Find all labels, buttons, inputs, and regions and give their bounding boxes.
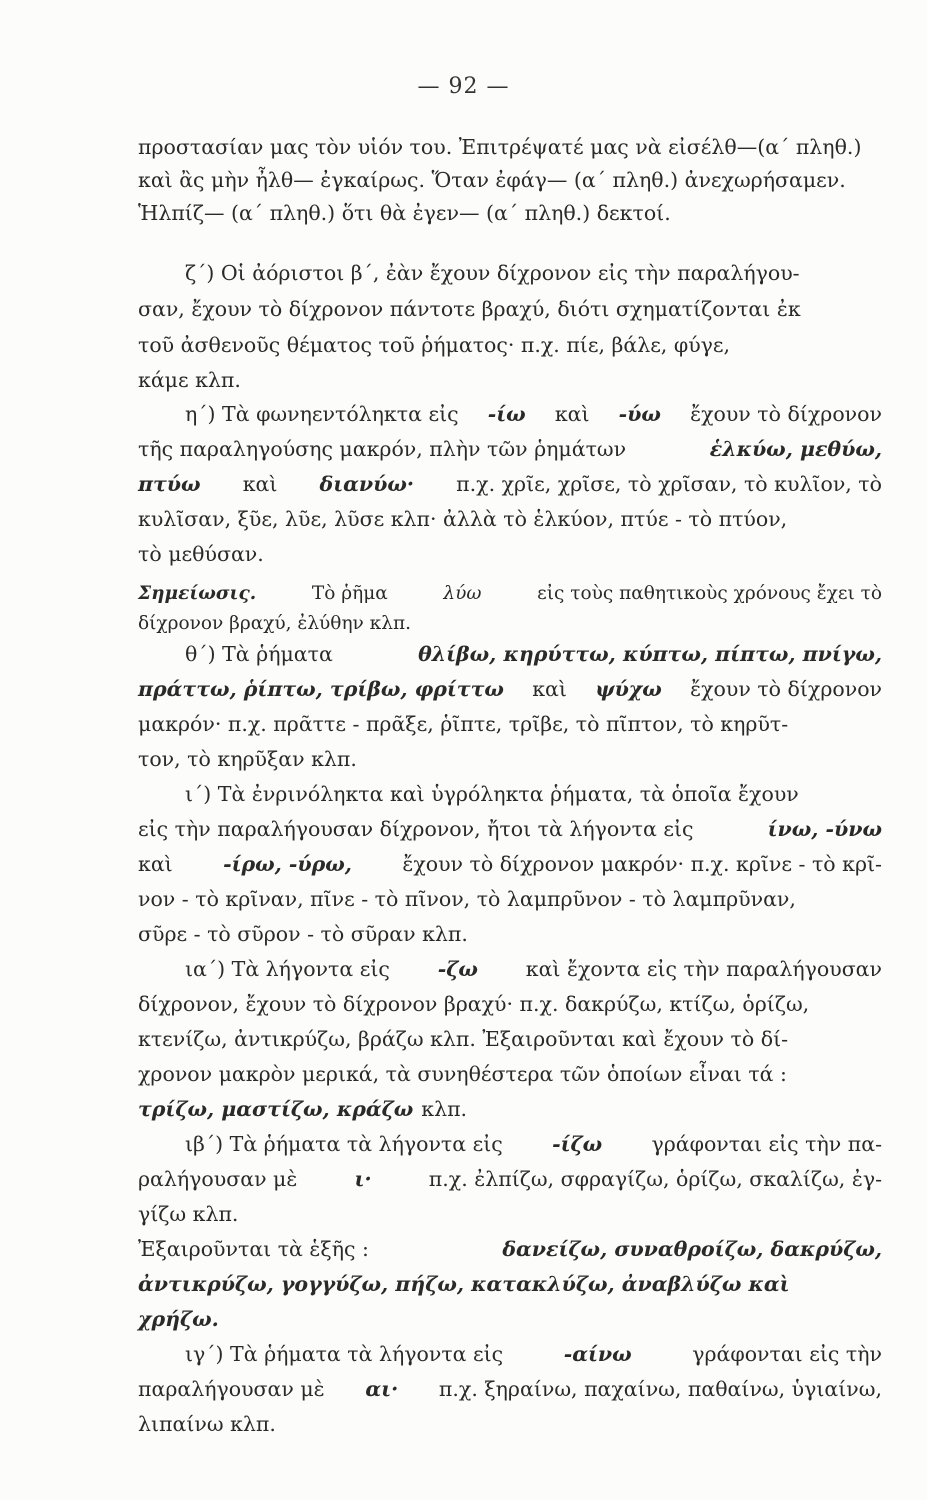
text-line: εἰς τὴν παραλήγουσαν δίχρονον, ἤτοι τὰ λήγοντα εἰς ίνω, -ύνω xyxy=(138,817,882,841)
text-line: προστασίαν μας τὸν υἱόν του. Ἐπιτρέψατέ μας νὰ εἰσέλθ—(α΄ πληθ.) xyxy=(138,135,862,159)
text-line: χρονον μακρὸν μερικά, τὰ συνηθέστερα τῶν ὁποίων εἶναι τά : xyxy=(138,1062,787,1086)
text-line: ραλήγουσαν μὲ ι· π.χ. ἐλπίζω, σφραγίζω, ὁρίζω, σκαλίζω, ἐγ- xyxy=(138,1167,882,1191)
page-number: — 92 — xyxy=(417,74,510,99)
text-line: χρήζω. xyxy=(138,1307,219,1331)
text-line: τοῦ ἀσθενοῦς θέματος τοῦ ῥήματος· π.χ. πίε, βάλε, φύγε, xyxy=(138,333,731,357)
text-line: τρίζω, μαστίζω, κράζω κλπ. xyxy=(138,1097,468,1121)
paragraph-eta-line: η΄) Τὰ φωνηεντόληκτα εἰς -ίω καὶ -ύω ἔχουν τὸ δίχρονον xyxy=(185,402,882,426)
text-line: δίχρονον, ἔχουν τὸ δίχρονον βραχύ· π.χ. δακρύζω, κτίζω, ὁρίζω, xyxy=(138,992,810,1016)
text-line: ἀντικρύζω, γογγύζω, πήζω, κατακλύζω, ἀναβλύζω καὶ xyxy=(138,1272,790,1296)
text-line: νον - τὸ κρῖναν, πῖνε - τὸ πῖνον, τὸ λαμπρῦνον - τὸ λαμπρῦναν, xyxy=(138,887,796,911)
text-line: γίζω κλπ. xyxy=(138,1202,239,1226)
text-line: καὶ -ίρω, -ύρω, ἔχουν τὸ δίχρονον μακρόν· π.χ. κρῖνε - τὸ κρῖ- xyxy=(138,852,882,876)
text-line: Ἡλπίζ— (α΄ πληθ.) ὅτι θὰ ἐγεν— (α΄ πληθ.) δεκτοί. xyxy=(138,201,671,225)
note-line: δίχρονον βραχύ, ἐλύθην κλπ. xyxy=(138,613,411,634)
text-line: τὸ μεθύσαν. xyxy=(138,542,264,566)
text-line: κτενίζω, ἀντικρύζω, βράζω κλπ. Ἐξαιροῦνται καὶ ἔχουν τὸ δί- xyxy=(138,1027,789,1051)
paragraph-iota-line: ι΄) Τὰ ἐνρινόληκτα καὶ ὑγρόληκτα ῥήματα, τὰ ὁποῖα ἔχουν xyxy=(185,782,799,806)
text-line: σαν, ἔχουν τὸ δίχρονον πάντοτε βραχύ, διότι σχηματίζονται ἐκ xyxy=(138,297,801,321)
paragraph-theta-line: θ΄) Τὰ ῥήματα θλίβω, κηρύττω, κύπτω, πίπτω, πνίγω, xyxy=(185,642,882,666)
paragraph-ig-line: ιγ΄) Τὰ ῥήματα τὰ λήγοντα εἰς -αίνω γράφονται εἰς τὴν xyxy=(185,1342,882,1366)
text-line: Ἐξαιροῦνται τὰ ἑξῆς : δανείζω, συναθροίζω, δακρύζω, xyxy=(138,1237,882,1261)
paragraph-zeta-line: ζ΄) Οἱ ἀόριστοι β΄, ἐὰν ἔχουν δίχρονον εἰς τὴν παραλήγου- xyxy=(185,261,800,285)
text-line: σῦρε - τὸ σῦρον - τὸ σῦραν κλπ. xyxy=(138,922,468,946)
text-line: λιπαίνω κλπ. xyxy=(138,1412,276,1436)
text-line: τον, τὸ κηρῦξαν κλπ. xyxy=(138,747,357,771)
note-line: Σημείωσις. Τὸ ῥῆμα λύω εἰς τοὺς παθητικοὺς χρόνους ἔχει τὸ xyxy=(138,583,882,604)
paragraph-ia-line: ια΄) Τὰ λήγοντα εἰς -ζω καὶ ἔχοντα εἰς τὴν παραλήγουσαν xyxy=(185,957,882,981)
text-line: καὶ ἂς μὴν ἦλθ— ἐγκαίρως. Ὅταν ἐφάγ— (α΄ πληθ.) ἀνεχωρήσαμεν. xyxy=(138,168,846,192)
text-line: μακρόν· π.χ. πρᾶττε - πρᾶξε, ῥῖπτε, τρῖβε, τὸ πῖπτον, τὸ κηρῦτ- xyxy=(138,712,789,736)
text-line: πτύω καὶ διανύω· π.χ. χρῖε, χρῖσε, τὸ χρῖσαν, τὸ κυλῖον, τὸ xyxy=(138,472,882,496)
text-line: κυλῖσαν, ξῦε, λῦε, λῦσε κλπ· ἀλλὰ τὸ ἑλκύον, πτύε - τὸ πτύον, xyxy=(138,507,788,531)
text-line: πράττω, ῥίπτω, τρίβω, φρίττω καὶ ψύχω ἔχουν τὸ δίχρονον xyxy=(138,677,882,701)
text-line: τῆς παραληγούσης μακρόν, πλὴν τῶν ῥημάτων ἑλκύω, μεθύω, xyxy=(138,437,882,461)
paragraph-ib-line: ιβ΄) Τὰ ῥήματα τὰ λήγοντα εἰς -ίζω γράφονται εἰς τὴν πα- xyxy=(185,1132,882,1156)
text-line: παραλήγουσαν μὲ αι· π.χ. ξηραίνω, παχαίνω, παθαίνω, ὑγιαίνω, xyxy=(138,1377,882,1401)
text-line: κάμε κλπ. xyxy=(138,368,241,392)
